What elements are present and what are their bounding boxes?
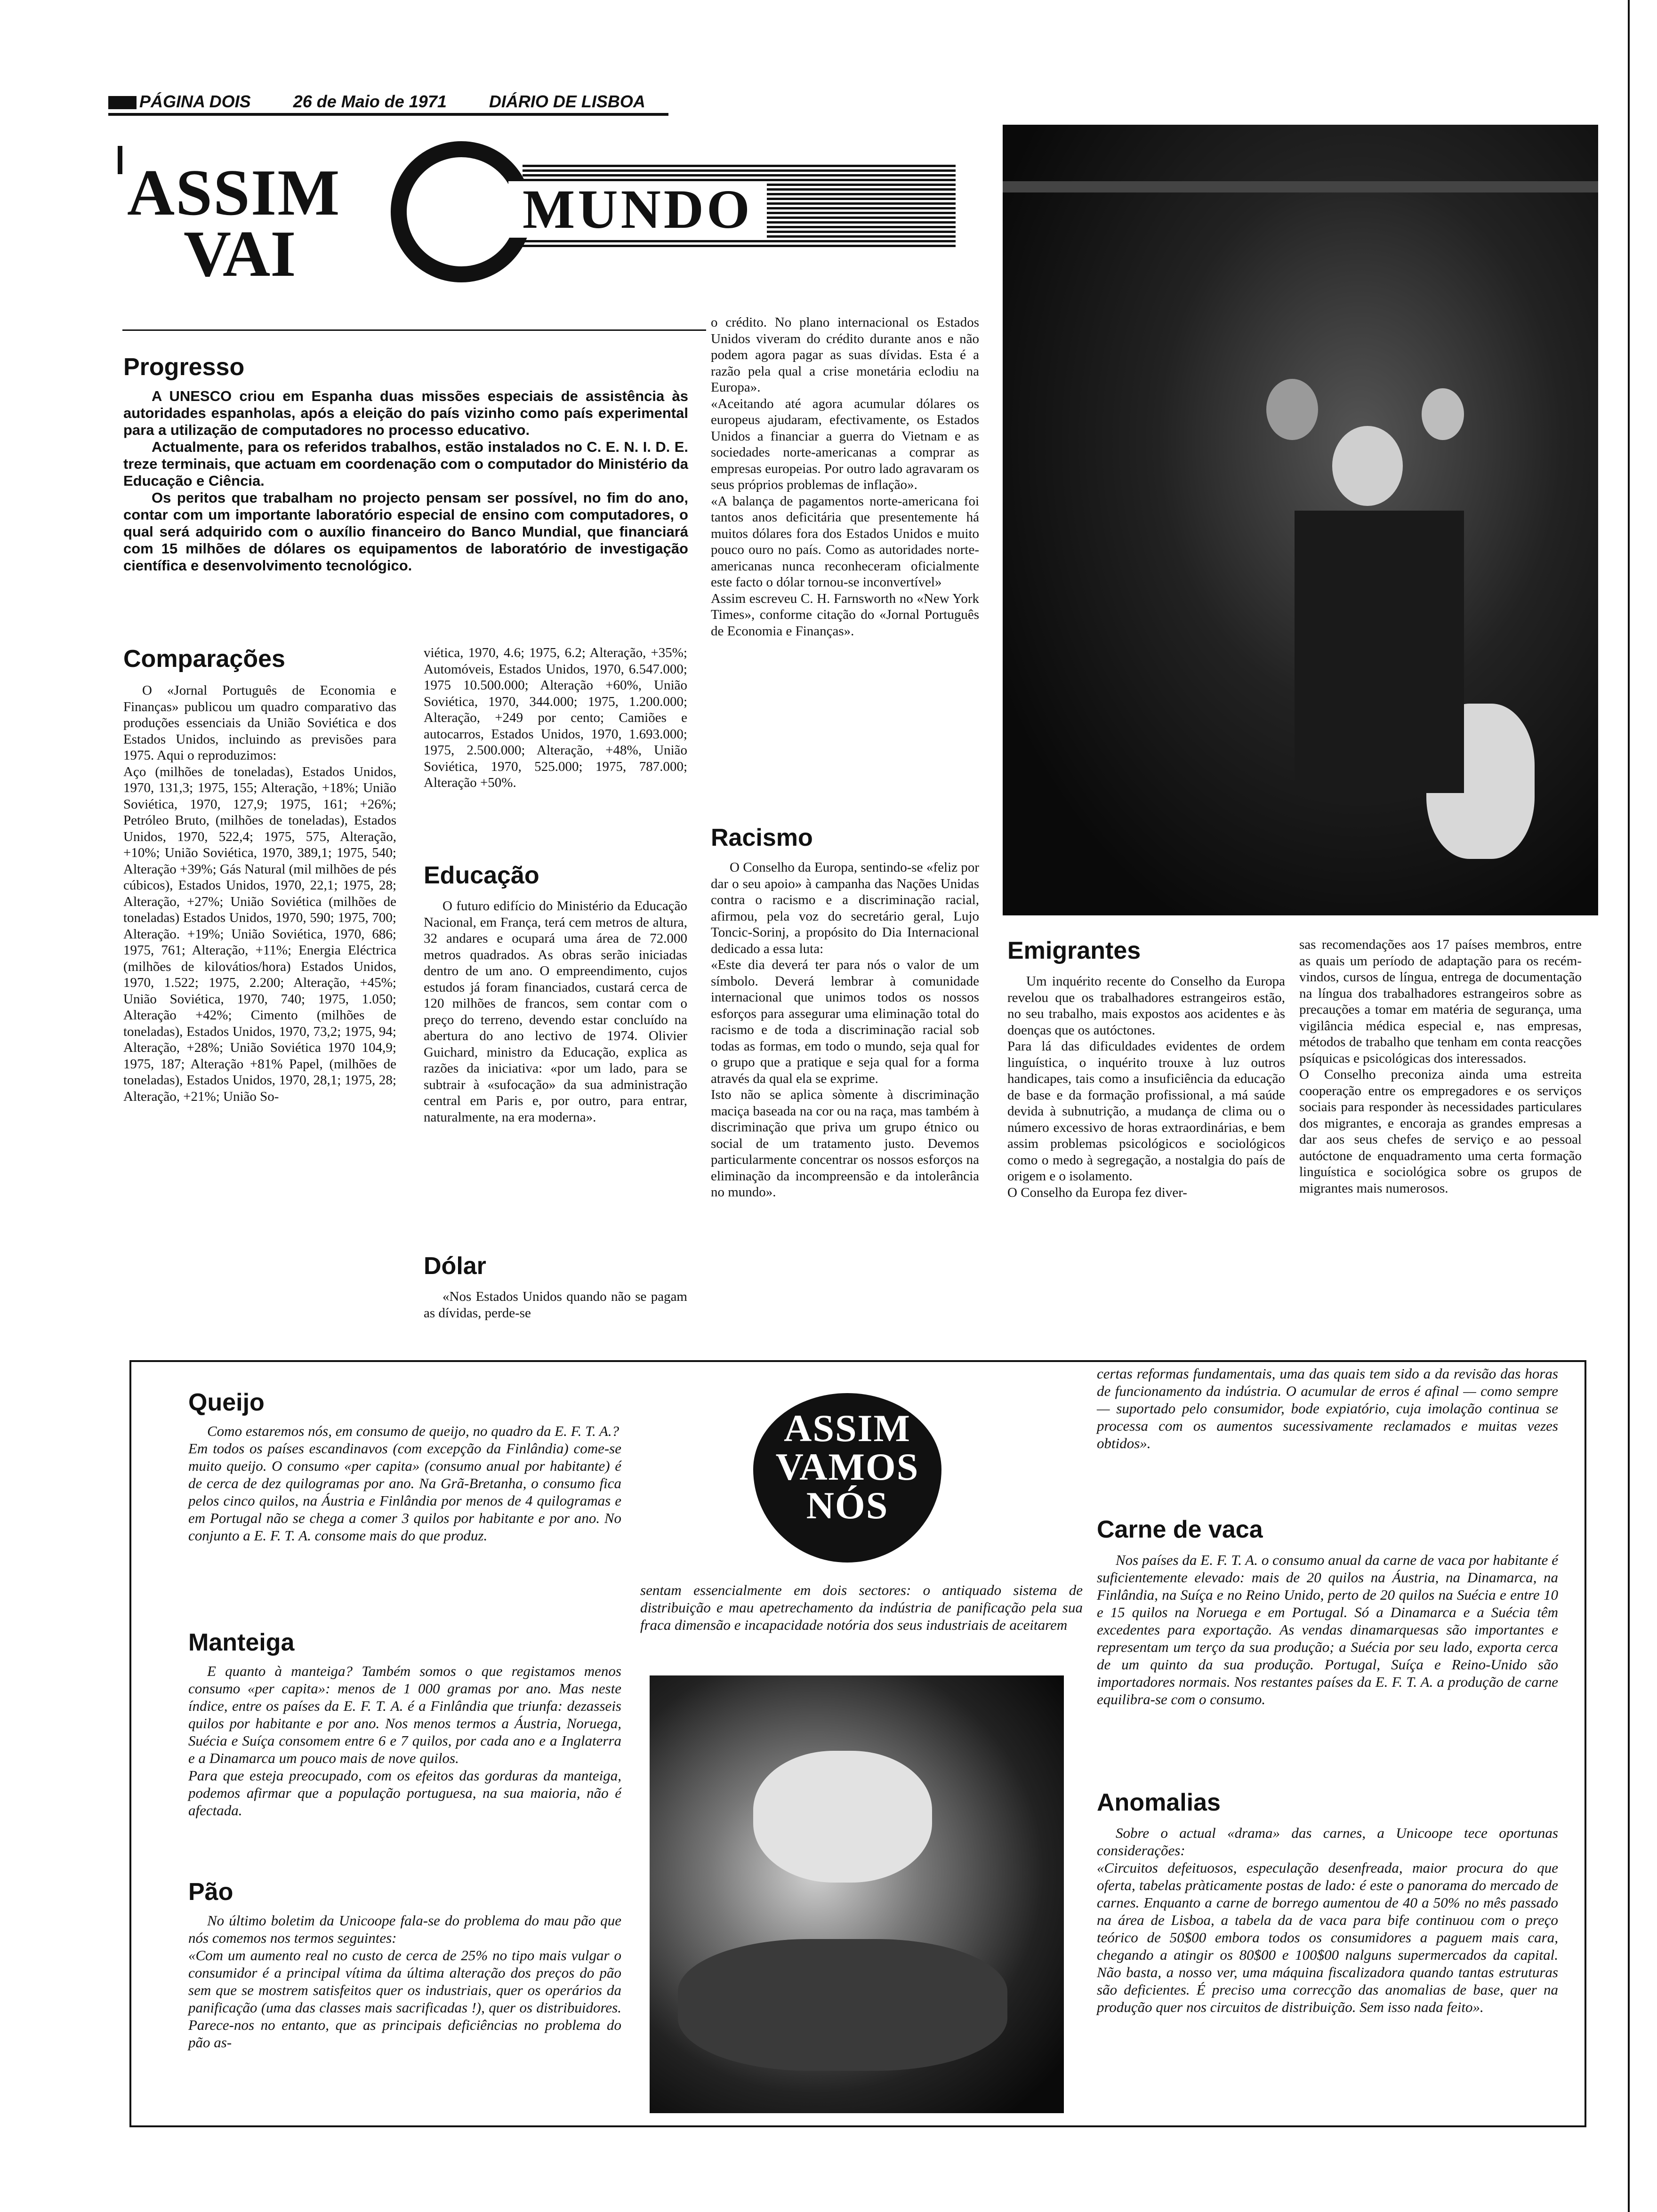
- photo-detail: [1266, 379, 1318, 440]
- article-body: Sobre o actual «drama» das carnes, a Unicoope tece oportunas considerações: «Circuitos defeituosos, especulação desenfreada, maior procura do que oferta, tabelas pràticamente postas de lado: é este o panorama do mercado de carnes. Enquanto a carne de borrego aumentou de 40 a 50% no mês passado na área de Lisboa, a tabela da de vaca para bife continuou com o preço teórico de 50$00 embora todos os consumidores a paguem mais cara, chegando a atingir os 80$00 e 100$00 nalguns supermercados da capital. Não basta, a nosso ver, uma máquina fiscalizadora quando tantas estruturas são deficientes. É preciso uma correcção das anomalias de base, quer na produção quer nos circuitos de distribuição. Sem isso nada feito».: [1097, 1825, 1558, 2015]
- article-paragraph: Os peritos que trabalham no projecto pensam ser possível, no fim do ano, contar com um importante laboratório especial de ensino com computadores, o qual será adquirido com o auxílio financeiro do Banco Mundial, que financiará com 15 milhões de dólares os equipamentos de laboratório de investigação científica e desenvolvimento tecnológico.: [123, 489, 688, 574]
- article-title: Emigrantes: [1007, 937, 1141, 964]
- page-header: [108, 92, 673, 111]
- article-body: O «Jornal Português de Economia e Finanças» publicou um quadro comparativo das produções essenciais da União Soviética e dos Estados Unidos, incluindo as previsões para 1975. Aqui o reproduzimos: Aço (milhões de toneladas), Estados Unidos, 1970, 131,3; 1975, 155; Alteração, +18%; União Soviética, 1970, 127,9; 1975, 161; +26%; Petróleo Bruto, (milhões de toneladas), Estados Unidos, 1970, 522,4; 1975, 575, Alteração, +10%; União Soviética, 1970, 389,1; 1975, 540; Alteração +39%; Gás Natural (mil milhões de pés cúbicos), Estados Unidos, 1970, 22,1; 1975, 28; Alteração, +27%; União Soviética (milhões de toneladas) Estados Unidos, 1970, 590; 1975, 700; Alteração. +19%; União Soviética, 1970, 686; 1975, 761; Alteração, +11%; Energia Eléctrica (milhões de kilovátios/hora) Estados Unidos, 1970, 1.522; 1975, 2.200; Alteração, +45%; União Soviética, 1970, 740; 1975, 1.050; Alteração +42%; Cimento (milhões de toneladas), Estados Unidos, 1970, 73,2; 1975, 94; Alteração, +28%; União Soviética 1970 104,9; 1975, 187; Alteração +81% Papel, (milhões de toneladas), Estados Unidos, 1970, 28,1; 1975, 28; Alteração, +21%; União So-: [123, 683, 396, 1104]
- article-body: o crédito. No plano internacional os Estados Unidos viveram do crédito durante anos e não podem agora pagar as suas dívidas. Esta é a razão pela qual a crise monetária eclodiu na Europa». «Aceitando até agora acumular dólares os europeus ajudaram, efectivamente, os Estados Unidos a financiar a guerra do Vietnam e as sociedades norte-americanas a comprar as empresas europeias. Por outro lado agravaram os seus próprios problemas de inflação». «A balança de pagamentos norte-americana foi tantos anos deficitária que presentemente há muitos dólares fora dos Estados Unidos e muito pouco ouro no país. Como as autoridades norte-americanas nunca reconheceram oficialmente este facto o dólar tornou-se inconvertível» Assim escreveu C. H. Farnsworth no «New York Times», conforme citação do «Jornal Português de Economia e Finanças».: [711, 315, 979, 639]
- article-title: Queijo: [188, 1389, 265, 1416]
- issue-date: 26 de Maio de 1971: [293, 92, 447, 111]
- page-edge-rule: [1628, 0, 1630, 2212]
- article-title: Racismo: [711, 824, 813, 851]
- article-anomalias: [1097, 1788, 1558, 2016]
- article-title: Carne de vaca: [1097, 1516, 1263, 1543]
- article-title: Progresso: [123, 353, 245, 381]
- photo-detail: [678, 1939, 1007, 2071]
- photo-detail: [1295, 511, 1464, 793]
- article-body: Como estaremos nós, em consumo de queijo, no quadro da E. F. T. A.? Em todos os países escandinavos (com excepção da Finlândia) come-se muito queijo. O consumo «per capita» (consumo anual por habitante) é de cerca de dez quilogramas por ano. Na Grã-Bretanha, o consumo fica pelos cinco quilos, na Áustria e Finlândia por menos de 4 quilogramas e em Portugal não se chega a comer 3 quilos por habitante e por ano. No conjunto a E. F. T. A. consome mais do que produz.: [188, 1423, 621, 1544]
- article-emigrantes-continued: [1299, 937, 1582, 1196]
- article-pao-end: [1097, 1365, 1558, 1452]
- photo-detail: [1422, 388, 1464, 440]
- article-body: viética, 1970, 4.6; 1975, 6.2; Alteração, +35%; Automóveis, Estados Unidos, 1970, 6.547.000; 1975 10.500.000; Alteração +60%, União Soviética, 1970, 344.000; 1975, 1.200.000; Alteração, +249 por cento; Camiões e autocarros, Estados Unidos, 1970, 1.693.000; 1975, 2.500.000; Alteração, +48%, União Soviética, 1970, 525.000; 1975, 787.000; Alteração +50%.: [424, 645, 687, 790]
- article-title: Anomalias: [1097, 1789, 1221, 1816]
- article-body: Nos países da E. F. T. A. o consumo anual da carne de vaca por habitante é suficientemente elevado: mais de 20 quilos na Áustria, na Dinamarca, na Finlândia, na Suíça e no Reino Unido, perto de 20 quilos na Suécia e entre 10 e 15 quilos na Noruega e em Portugal. Só a Dinamarca e a Suécia têm excedentes para exportação. As vendas dinamarquesas são importantes e representam um terço da sua produção; a Suécia por seu lado, exporta cerca de um quinto da sua produção. Portugal, Suíça e Reino-Unido são importadores normais. Nos restantes países da E. F. T. A. a produção de carne equilibra-se com o consumo.: [1097, 1552, 1558, 1707]
- article-body: Um inquérito recente do Conselho da Europa revelou que os trabalhadores estrangeiros estão, no seu trabalho, mais expostos aos acidentes e às doenças que os autóctones. Para lá das dificuldades evidentes de ordem linguística, o inquérito trouxe à luz outros handicapes, tais como a insuficiência da educação de base e da formação profissional, a má saúde devida à subnutrição, a mudança de clima ou o número excessivo de horas extraordinárias, e bem assim problemas psicológicos e sociológicos como o medo à segregação, a nostalgia do país de origem e o isolamento. O Conselho da Europa fez diver-: [1007, 974, 1285, 1200]
- masthead-word-mundo: MUNDO: [508, 181, 767, 238]
- article-queijo: [188, 1388, 621, 1544]
- article-title: Manteiga: [188, 1629, 295, 1656]
- header-rule: [108, 113, 668, 116]
- article-body: sas recomendações aos 17 países membros, entre as quais um período de adaptação para os recém-vindos, cursos de língua, entrega de documentação na língua dos trabalhadores estrangeiros sobre as precauções a tomar em matéria de segurança, uma vigilância médica especial e, nas empresas, métodos de trabalho que tenham em conta reacções psíquicas e psicológicas dos interessados. O Conselho preconiza ainda uma estreita cooperação entre os empregadores e os serviços sociais para responder às necessidades particulares dos migrantes, e encoraja as grandes empresas a dar aos seus chefes de serviço e ao pessoal autóctone de enquadramento uma certa formação linguística e sociológica sobre os grupos de migrantes mais numerosos.: [1299, 937, 1582, 1196]
- article-body: sentam essencialmente em dois sectores: o antiquado sistema de distribuição e mau apetrechamento da indústria de panificação pela sua fraca dimensão e incapacidade notória dos seus industriais de aceitarem: [640, 1582, 1083, 1633]
- article-racismo: [711, 824, 979, 1201]
- bubble-word: VAMOS: [775, 1445, 919, 1488]
- article-comparacoes: [123, 645, 396, 1105]
- bubble-word: NÓS: [806, 1484, 889, 1527]
- article-educacao: [424, 861, 687, 1125]
- article-progresso: [123, 353, 688, 574]
- photo-detail: [753, 1751, 932, 1883]
- news-photo-bakery: [650, 1675, 1064, 2113]
- article-body: O futuro edifício do Ministério da Educação Nacional, em França, terá cem metros de altura, 32 andares e ocupará uma área de 72.000 metros quadrados. As obras serão iniciadas dentro de um ano. O empreendimento, cujos estudos já foram financiados, custará cerca de 120 milhões de francos, sem contar com o preço do terreno, devendo estar concluído na abertura do ano lectivo de 1974. Olivier Guichard, ministro da Educação, explica as razões da iniciativa: «por um lado, para se subtrair à «sufocação» da sua administração central em Paris e, por outro, para entrar, naturalmente, na era moderna».: [424, 898, 687, 1125]
- masthead-bar: [118, 146, 122, 174]
- article-manteiga: [188, 1628, 621, 1819]
- article-title: Comparações: [123, 645, 285, 673]
- article-pao-continued: [640, 1581, 1083, 1634]
- article-paragraph: Actualmente, para os referidos trabalhos, estão instalados no C. E. N. I. D. E. treze terminais, que actuam em coordenação com o computador do Ministério da Educação e Ciência.: [123, 439, 688, 489]
- photo-detail: [1332, 426, 1403, 506]
- article-body: E quanto à manteiga? Também somos o que registamos menos consumo «per capita»: menos de 1 000 gramas por ano. Mas neste índice, entre os países da E. F. T. A. é a Finlândia que triunfa: dezasseis quilos por habitante e por ano. Nos menos termos a Áustria, Noruega, Suécia e Suíça consomem entre 6 e 7 quilos, por cada ano e a Inglaterra e a Dinamarca um pouco mais de nove quilos. Para que esteja preocupado, com os efeitos das gorduras da manteiga, podemos afirmar que a população portuguesa, na sua maioria, não é afectada.: [188, 1663, 621, 1819]
- article-carne: [1097, 1515, 1558, 1708]
- article-body: No último boletim da Unicoope fala-se do problema do mau pão que nós comemos nos termos seguintes: «Com um aumento real no custo de cerca de 25% no tipo mais vulgar o consumidor é a principal vítima da última alteração dos preços do pão sem que se mostrem satisfeitos quer os industriais, quer os operários da panificação (uma das classes mais sacrificadas !), quer os distribuidores. Parece-nos no entanto, que as principais deficiências no problema do pão as-: [188, 1912, 621, 2051]
- article-paragraph: A UNESCO criou em Espanha duas missões especiais de assistência às autoridades espanholas, após a eleição do país vizinho como país experimental para a utilização de computadores no processo educativo.: [123, 388, 688, 438]
- masthead-divider: [122, 329, 706, 331]
- section-masthead: [118, 132, 960, 301]
- photo-detail: [1003, 181, 1598, 192]
- article-body: O Conselho da Europa, sentindo-se «feliz por dar o seu apoio» à campanha das Nações Unidas contra o racismo e a discriminação racial, afirmou, pela voz do secretário geral, Lujo Toncic-Sorinj, a propósito do Dia Internacional dedicado a essa luta: «Este dia deverá ter para nós o valor de um símbolo. Deverá lembrar à comunidade internacional que unimos todos os nossos esforços para assegurar uma eliminação total do racismo e de toda a discriminação racial sob todas as formas, em todo o mundo, seja qual for o grupo que a pratique e seja qual for a forma através da qual ela se exprime. Isto não se aplica sòmente à discriminação maciça baseada na cor ou na raça, mas também à discriminação que priva um grupo étnico ou social de um tratamento justo. Devemos particularmente concentrar os nossos esforços na eliminação da incompreensão e da intolerância no mundo».: [711, 860, 979, 1200]
- news-photo-crowd: [1003, 125, 1598, 915]
- article-title: Pão: [188, 1878, 233, 1906]
- newspaper-name: DIÁRIO DE LISBOA: [489, 92, 645, 111]
- masthead-word-assim: ASSIM: [127, 156, 341, 229]
- header-block-mark: [108, 96, 137, 109]
- article-pao: [188, 1878, 621, 2051]
- section-label: PÁGINA DOIS: [108, 92, 251, 112]
- article-body: «Nos Estados Unidos quando não se pagam as dívidas, perde-se: [424, 1289, 687, 1321]
- article-body: certas reformas fundamentais, uma das quais tem sido a da revisão das horas de funcionamento da indústria. O acumular de erros é afinal — como sempre — suportado pelo consumidor, bode expiatório, cuja imolação continua se processa com os aumentos sucessivamente reclamados e muitas vezes obtidos».: [1097, 1365, 1558, 1451]
- article-title: Educação: [424, 862, 539, 889]
- article-comparacoes-continued: [424, 645, 687, 791]
- article-emigrantes: [1007, 937, 1285, 1201]
- masthead-word-vai: VAI: [184, 217, 296, 290]
- bubble-word: ASSIM: [784, 1407, 911, 1450]
- article-dolar: [424, 1252, 687, 1321]
- article-dolar-continued: [711, 314, 979, 639]
- article-title: Dólar: [424, 1252, 486, 1280]
